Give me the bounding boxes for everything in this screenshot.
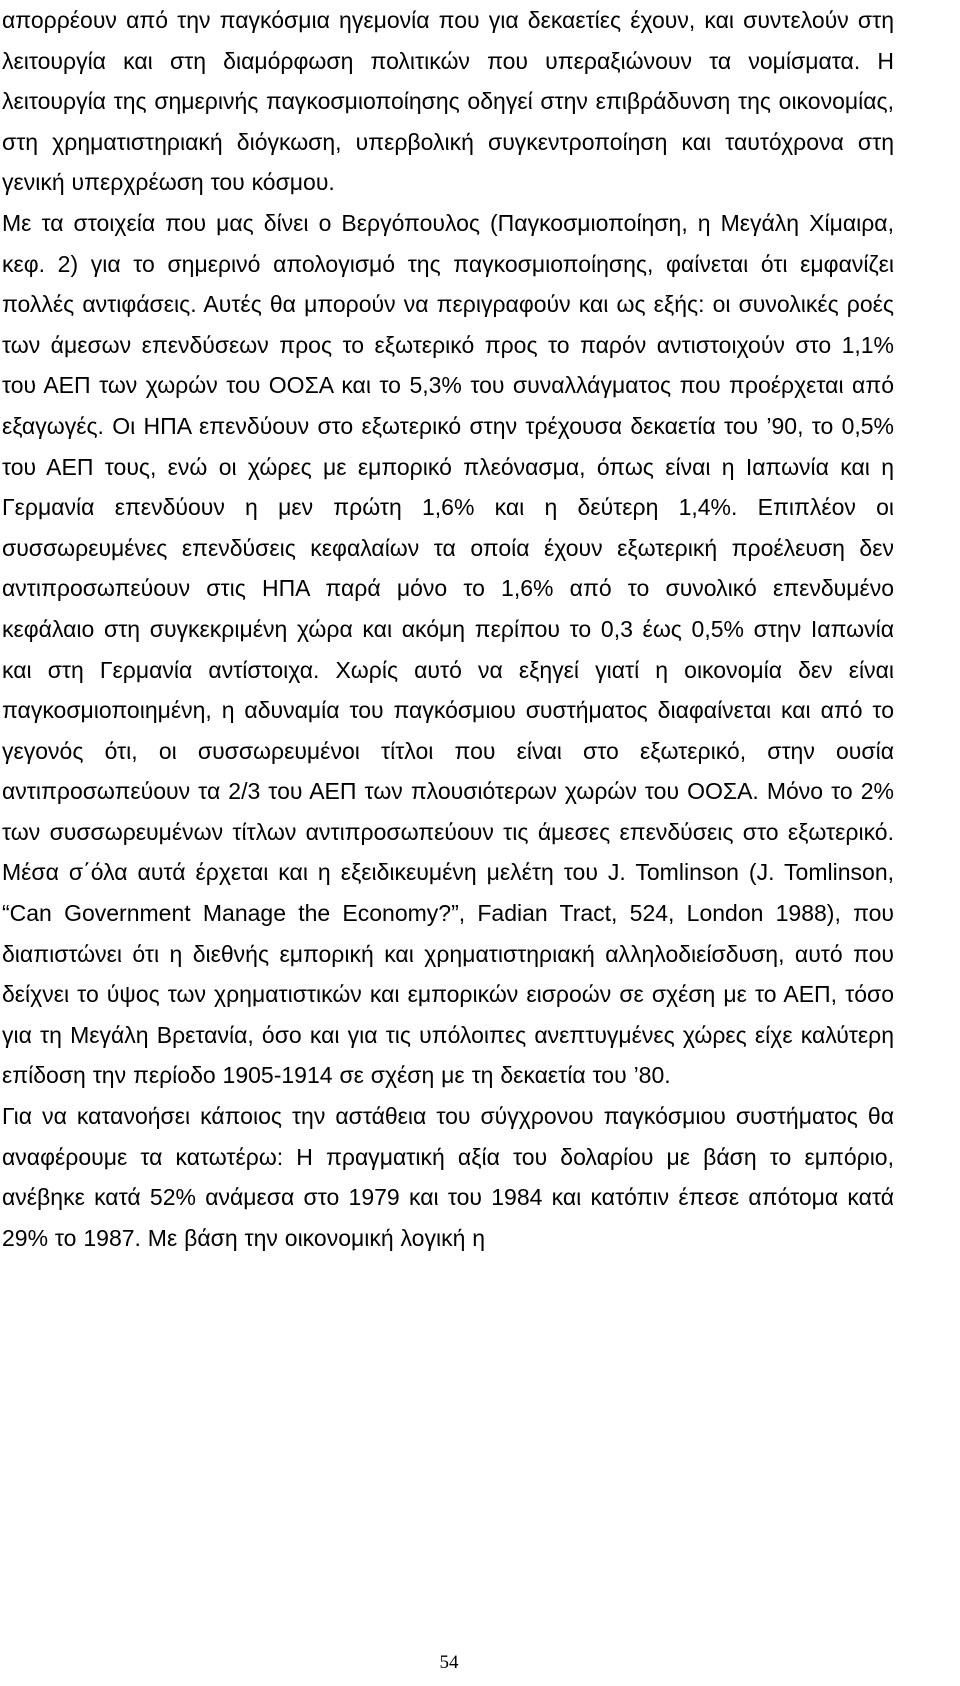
paragraph-2: Με τα στοιχεία που μας δίνει ο Βεργόπουλος (Παγκοσμιοποίηση, η Μεγάλη Χίμαιρα, κεφ. 2) για το σημερινό απολογισμό της παγκοσμιοποίησης, φαίνεται ότι εμφανίζει πολλές αντιφάσεις. Αυτές θα μπορούν να περιγραφούν και ως εξής: οι συνολικές ροές των άμεσων επενδύσεων προς το εξωτερικό προς το παρόν αντιστοιχούν στο 1,1% του ΑΕΠ των χωρών του ΟΟΣΑ και το 5,3% του συναλλάγματος που προέρχεται από εξαγωγές. Οι ΗΠΑ επενδύουν στο εξωτερικό στην τρέχουσα δεκαετία του ’90, το 0,5% του ΑΕΠ τους, ενώ οι χώρες με εμπορικό πλεόνασμα, όπως είναι η Ιαπωνία και η Γερμανία επενδύουν η μεν πρώτη 1,6% και η δεύτερη 1,4%. Επιπλέον οι συσσωρευμένες επενδύσεις κεφαλαίων τα οποία έχουν εξωτερική προέλευση δεν αντιπροσωπεύουν στις ΗΠΑ παρά μόνο το 1,6% από το συνολικό επενδυμένο κεφάλαιο στη συγκεκριμένη χώρα και ακόμη περίπου το 0,3 έως 0,5% στην Ιαπωνία και στη Γερμανία αντίστοιχα. Χωρίς αυτό να εξηγεί γιατί η οικονομία δεν είναι παγκοσμιοποιημένη, η αδυναμία του παγκόσμιου συστήματος διαφαίνεται και από το γεγονός ότι, οι συσσωρευμένοι τίτλοι που είναι στο εξωτερικό, στην ουσία αντιπροσωπεύουν τα 2/3 του ΑΕΠ των πλουσιότερων χωρών του ΟΟΣΑ. Μόνο το 2% των συσσωρευμένων τίτλων αντιπροσωπεύουν τις άμεσες επενδύσεις στο εξωτερικό. Μέσα σ΄όλα αυτά έρχεται και η εξειδικευμένη μελέτη του J. Tomlinson (J. Tomlinson, “Can Government Manage the Economy?”, Fadian Tract, 524, London 1988), που διαπιστώνει ότι η διεθνής εμπορική και χρηματιστηριακή αλληλοδιείσδυση, αυτό που δείχνει το ύψος των χρηματιστικών και εμπορικών εισροών σε σχέση με το ΑΕΠ, τόσο για τη Μεγάλη Βρετανία, όσο και για τις υπόλοιπες ανεπτυγμένες χώρες είχε καλύτερη επίδοση την περίοδο 1905-1914 σε σχέση με τη δεκαετία του ’80. xyxy=(2,209,894,1089)
paragraph-1: απορρέουν από την παγκόσμια ηγεμονία που για δεκαετίες έχουν, και συντελούν στη λειτουργία και στη διαμόρφωση πολιτικών που υπεραξιώνουν τα νομίσματα. Η λειτουργία της σημερινής παγκοσμιοποίησης οδηγεί στην επιβράδυνση της οικονομίας, στη χρηματιστηριακή διόγκωση, υπερβολική συγκεντροποίηση και ταυτόχρονα στη γενική υπερχρέωση του κόσμου. xyxy=(2,7,894,196)
body-text xyxy=(2,0,894,1258)
paragraph-3: Για να κατανοήσει κάποιος την αστάθεια του σύγχρονου παγκόσμιου συστήματος θα αναφέρουμε τα κατωτέρω: Η πραγματική αξία του δολαρίου με βάση το εμπόριο, ανέβηκε κατά 52% ανάμεσα στο 1979 και του 1984 και κατόπιν έπεσε απότομα κατά 29% το 1987. Με βάση την οικονομική λογική η xyxy=(2,1103,894,1251)
page-number: 54 xyxy=(439,1652,459,1673)
